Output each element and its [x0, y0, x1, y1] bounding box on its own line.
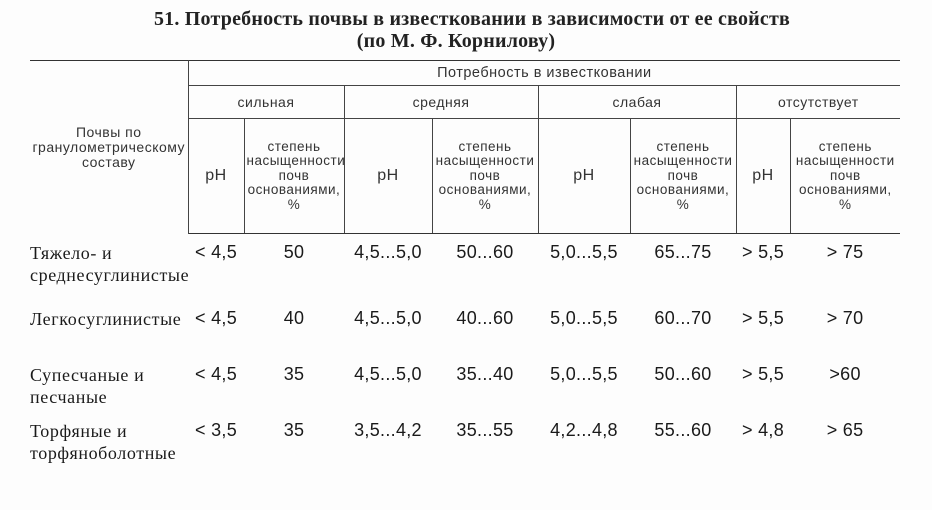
- table-cell: < 4,5: [194, 307, 238, 328]
- group-header-none: отсутствует: [736, 86, 900, 119]
- table-title: [0, 8, 932, 52]
- ph-header: pH: [344, 119, 432, 234]
- ph-header: pH: [736, 119, 790, 234]
- group-header-strong: сильная: [188, 86, 344, 119]
- table-cell: 35: [283, 363, 305, 384]
- table-cell: > 5,5: [741, 242, 785, 262]
- table-cell: 55...60: [654, 419, 712, 440]
- table-cell: 35: [283, 419, 305, 440]
- ph-header: pH: [188, 119, 244, 234]
- ph-header: pH: [538, 119, 630, 234]
- table-cell: < 3,5: [194, 419, 238, 440]
- table-cell: 4,2...4,8: [550, 419, 618, 440]
- soil-name: Супесчаные и песчаные: [30, 364, 145, 407]
- group-header-weak: слабая: [538, 86, 736, 119]
- liming-need-header: Потребность в известковании: [188, 61, 900, 86]
- table-cell: 5,0...5,5: [550, 307, 618, 328]
- table-cell: 40...60: [456, 307, 514, 328]
- table-cell: 3,5...4,2: [354, 419, 422, 440]
- table-row: [30, 356, 900, 412]
- table-cell: > 65: [826, 419, 864, 440]
- table-cell: 60...70: [654, 307, 712, 328]
- table-row: [30, 234, 900, 300]
- soil-name: Легкосуглинистые: [30, 308, 182, 329]
- liming-need-table: [30, 60, 900, 482]
- soil-column-header: Почвы по гранулометрическому составу: [30, 61, 188, 234]
- table-cell: > 5,5: [741, 363, 785, 384]
- table-row: [30, 300, 900, 356]
- table-cell: 35...55: [456, 419, 514, 440]
- table-cell: 65...75: [654, 242, 712, 262]
- table-cell: < 4,5: [194, 363, 238, 384]
- table-cell: 4,5...5,0: [354, 363, 422, 384]
- table-row: [30, 412, 900, 482]
- table-cell: 50: [283, 242, 305, 262]
- soil-name: Тяжело- и среднесуглинистые: [30, 242, 190, 285]
- table-cell: 50...60: [456, 242, 514, 262]
- table-cell: 35...40: [456, 363, 514, 384]
- table-title-line2: (по М. Ф. Корнилову): [356, 30, 556, 52]
- table-cell: > 4,8: [741, 419, 785, 440]
- group-header-medium: средняя: [344, 86, 538, 119]
- saturation-header: степень насыщенности почв основаниями, %: [630, 119, 736, 234]
- saturation-header: степень насыщенности почв основаниями, %: [244, 119, 344, 234]
- table-cell: >60: [829, 363, 861, 384]
- saturation-header: степень насыщенности почв основаниями, %: [790, 119, 900, 234]
- table-cell: 50...60: [654, 363, 712, 384]
- table-cell: > 5,5: [741, 307, 785, 328]
- table-cell: 4,5...5,0: [354, 242, 422, 262]
- soil-name: Торфяные и торфяноболотные: [30, 420, 177, 463]
- table-cell: > 75: [826, 242, 864, 262]
- table-cell: < 4,5: [194, 242, 238, 262]
- table-cell: 40: [283, 307, 305, 328]
- table-cell: > 70: [826, 307, 864, 328]
- table-cell: 4,5...5,0: [354, 307, 422, 328]
- saturation-header: степень насыщенности почв основаниями, %: [432, 119, 538, 234]
- table-cell: 5,0...5,5: [550, 363, 618, 384]
- table-cell: 5,0...5,5: [550, 242, 618, 262]
- table-title-line1: 51. Потребность почвы в известковании в зависимости от ее свойств: [153, 8, 790, 30]
